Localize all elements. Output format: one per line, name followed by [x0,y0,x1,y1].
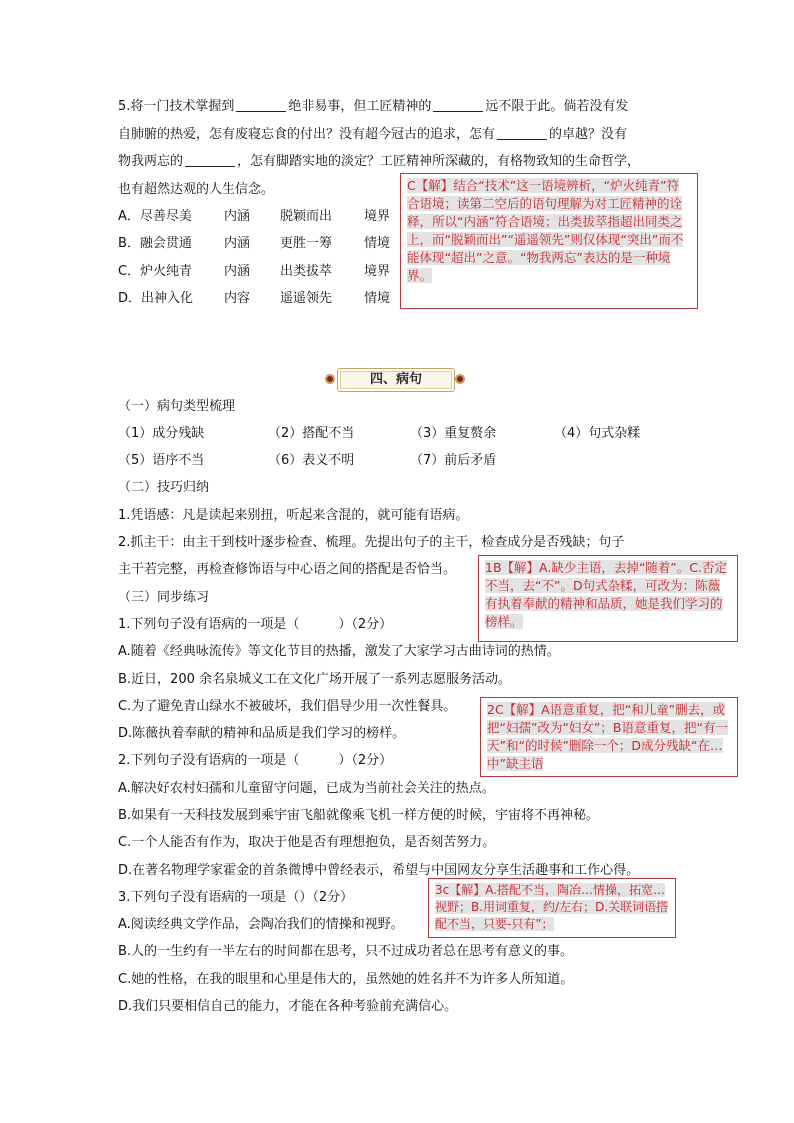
ornament-icon [323,372,337,386]
q3-stem: 3.下列句子没有语病的一项是（）（2分） [118,890,354,905]
q2-option-c: C.一个人能否有作为，取决于他是否有理想抱负，是否刻苦努力。 [118,835,496,850]
q3-option-c: C.她的性格，在我的眼里和心里是伟大的，虽然她的姓名并不为许多人所知道。 [118,972,574,987]
q5-stem-line-3: 物我两忘的 ，怎有脚踏实地的淡定？工匠精神所深藏的，有格物致知的生命哲学， [118,154,641,169]
types-row-2: （5）语序不当 （6）表义不明 （7）前后矛盾 [118,453,497,468]
types-row-1: （1）成分残缺 （2）搭配不当 （3）重复赘余 （4）句式杂糅 [118,426,641,441]
tip-2-line-2: 主干若完整，再检查修饰语与中心语之间的搭配是否恰当。 [118,562,457,577]
q5-option-d: D．出神入化 内容 遥遥领先 情境 [118,291,391,306]
q2-stem: 2.下列句子没有语病的一项是（ ）（2分） [118,753,393,768]
q5-stem-line-4: 也有超然达观的人生信念。 [118,182,275,197]
q5-option-b: B．融会贯通 内涵 更胜一筹 情境 [118,236,391,251]
q5-answer-box: C【解】结合“技术”这一语境辨析，“炉火纯青”符合语境；读第二空后的语句理解为对工匠精神的诠释，所以“内涵”符合语境；出类拔萃指超出同类之上，而“脱颖而出”“遥遥领先”则仅体现“突出”而不能体现“超出”之意。“物我两忘”表达的是一种境界。 [400,173,698,309]
section-banner [323,366,467,394]
q5-option-c: C．炉火纯青 内涵 出类拔萃 境界 [118,264,391,279]
q5-option-a: A．尽善尽美 内涵 脱颖而出 境界 [118,209,391,224]
q1-option-d: D.陈薇执着奉献的精神和品质是我们学习的榜样。 [118,726,406,741]
q5-stem-line-2: 自肺腑的热爱，怎有废寝忘食的付出？没有超今冠古的追求，怎有 的卓越？没有 [118,127,628,142]
q2-answer-box: 2C【解】A语意重复，把“和儿童”删去，或把“妇孺”改为“妇女”；B语意重复，把“有一天”和“的时候”删除一个；D成分残缺“在…中”缺主语 [480,697,738,777]
q2-option-a: A.解决好农村妇孺和儿童留守问题，已成为当前社会关注的热点。 [118,781,495,796]
tip-1: 1.凭语感：凡是读起来别扭，听起来含混的，就可能有语病。 [118,508,469,523]
q1-option-b: B.近日，200 余名泉城义工在文化广场开展了一系列志愿服务活动。 [118,672,511,687]
ornament-icon [453,372,467,386]
q2-option-b: B.如果有一天科技发展到乘宇宙飞船就像乘飞机一样方便的时候，宇宙将不再神秘。 [118,808,600,823]
subheading-tips: （二）技巧归纳 [118,480,210,495]
section-title: 四、病句 [337,368,455,392]
fill-blank [185,152,235,167]
subheading-practice: （三）同步练习 [118,590,210,605]
subheading-types: （一）病句类型梳理 [118,399,236,414]
fill-blank [433,97,483,112]
tip-2-line-1: 2.抓主干：由主干到枝叶逐步检查、梳理。先提出句子的主干，检查成分是否残缺；句子 [118,535,625,550]
q5-stem-line-1: 5.将一门技术掌握到 绝非易事，但工匠精神的 远不限于此。倘若没有发 [118,99,629,114]
q3-answer-box: 3c【解】A.搭配不当，陶冶…情操，拓宽…视野；B.用词重复，约/左右；D.关联词语搭配不当，只要-只有”； [428,878,676,938]
q1-option-c: C.为了避免青山绿水不被破坏，我们倡导少用一次性餐具。 [118,699,457,714]
q2-option-d: D.在著名物理学家霍金的首条微博中曾经表示，希望与中国网友分享生活趣事和工作心得。 [118,863,640,878]
q3-option-d: D.我们只要相信自己的能力，才能在各种考验前充满信心。 [118,999,458,1014]
fill-blank [497,125,547,140]
q1-answer-box: 1B【解】A.缺少主语，去掉“随着”。C.否定不当，去“不”。D句式杂糅，可改为：陈薇有执着奉献的精神和品质，她是我们学习的榜样。 [478,555,738,642]
q1-option-a: A.随着《经典咏流传》等文化节目的热播，激发了大家学习古曲诗词的热情。 [118,644,560,659]
q3-option-b: B.人的一生约有一半左右的时间都在思考，只不过成功者总在思考有意义的事。 [118,944,574,959]
q1-stem: 1.下列句子没有语病的一项是（ ）（2分） [118,617,393,632]
q3-option-a: A.阅读经典文学作品，会陶冶我们的情操和视野。 [118,917,404,932]
fill-blank [236,97,286,112]
